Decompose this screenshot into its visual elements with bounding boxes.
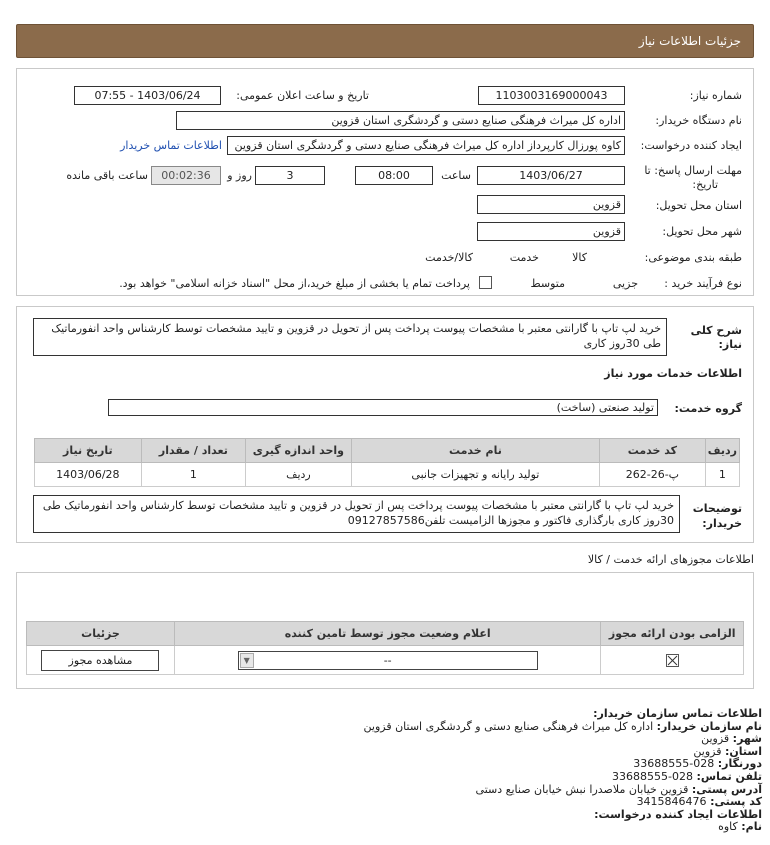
need-number-label: شماره نیاز: [689,89,742,102]
deadline-label: مهلت ارسال پاسخ: تا [644,164,742,177]
buyer-notes-text: خرید لپ تاپ با گارانتی معتبر با مشخصات پیوست پرداخت پس از تحویل در قزوین و تایید مشخصات توسط کارشناس واحد انفورماتیک طی 30روز کاری بارگذاری فاکتور و مجوزها الزامیست تلفن09127857586 [33,495,680,533]
col-quantity: تعداد / مقدار [141,439,245,463]
buyer-org-label: نام دستگاه خریدار: [655,114,742,127]
col-service-name: نام خدمت [351,439,599,463]
buyer-contact-section [22,708,762,834]
page-title: جزئیات اطلاعات نیاز [638,34,741,48]
col-permit-status: اعلام وضعیت مجوز توسط تامین کننده [174,622,601,646]
cell-permit-status [174,646,601,675]
cell-row: 1 [705,463,739,487]
cell-need-date: 1403/06/28 [35,463,142,487]
postal-code-value: 3415846476 [636,795,707,809]
postal-code-label: کد پستی: [710,795,762,809]
permit-status-select[interactable] [238,651,538,670]
deadline-time-label: ساعت [441,169,471,182]
permits-section-title: اطلاعات مجوزهای ارائه خدمت / کالا [587,553,754,566]
services-table-header [35,439,740,463]
services-section-title: اطلاعات خدمات مورد نیاز [604,367,742,380]
days-label: روز و [227,169,252,182]
view-permit-button[interactable]: مشاهده مجوز [41,650,159,671]
cell-service-code: پ-26-262 [600,463,706,487]
cell-quantity: 1 [141,463,245,487]
contact-city-label: شهر: [732,732,762,746]
address-label: آدرس پستی: [691,782,762,796]
requester-field: کاوه پورزال کارپرداز اداره کل میراث فرهنگی صنایع دستی و گردشگری استان قزوین [227,136,625,155]
days-remaining-field: 3 [255,166,325,185]
creator-name-value: کاوه [718,820,738,834]
contact-title: اطلاعات تماس سازمان خریدار: [593,707,762,720]
permits-table [26,621,744,675]
process-medium-label: متوسط [530,277,565,290]
need-number-field: 1103003169000043 [478,86,625,105]
address-value: قزوین خیابان ملاصدرا نبش خیابان صنایع دستی [475,782,689,796]
cell-permit-details [27,646,175,675]
col-need-date: تاریخ نیاز [35,439,142,463]
cell-permit-required [601,646,744,675]
deadline-date-label: تاریخ: [692,178,718,191]
category-service-label: خدمت [509,251,539,264]
contact-province-label: استان: [725,744,762,758]
permit-status-value: -- [383,653,392,667]
permits-table-header [27,622,744,646]
col-permit-required: الزامی بودن ارائه مجوز [601,622,744,646]
deadline-date-field: 1403/06/27 [477,166,625,185]
requester-label: ایجاد کننده درخواست: [640,139,742,152]
delivery-city-label: شهر محل تحویل: [662,225,742,238]
summary-label: شرح کلی [690,324,742,337]
summary-text: خرید لپ تاپ با گارانتی معتبر با مشخصات پیوست پرداخت پس از تحویل در قزوین و تایید مشخصات توسط کارشناس واحد انفورماتیک طی 30روز کاری [33,318,667,356]
fax-label: دورنگار: [717,757,762,771]
phone-label: تلفن تماس: [696,769,762,783]
page-header [16,24,754,58]
table-row [35,463,740,487]
process-type-label: نوع فرآیند خرید : [664,277,742,290]
fax-value: 028-33688555 [633,757,715,771]
table-row [27,646,744,675]
remaining-time-label: ساعت باقی مانده [66,169,148,182]
org-name-label: نام سازمان خریدار: [656,719,762,733]
col-row: ردیف [705,439,739,463]
service-group-field: تولید صنعتی (ساخت) [108,399,658,416]
creator-title: اطلاعات ایجاد کننده درخواست: [594,807,762,821]
cell-unit: ردیف [246,463,352,487]
col-service-code: کد خدمت [600,439,706,463]
buyer-contact-link[interactable]: اطلاعات تماس خریدار [120,139,222,152]
category-goods-label: کالا [572,251,587,264]
category-goods-service-label: کالا/خدمت [425,251,473,264]
process-minor-label: جزیی [612,277,638,290]
announce-date-label: تاریخ و ساعت اعلان عمومی: [236,89,369,102]
summary-label-2: نیاز: [718,338,742,351]
services-table [34,438,740,487]
chevron-down-icon[interactable]: ▼ [240,653,254,668]
service-group-label: گروه خدمت: [674,402,742,415]
buyer-notes-label: توضیحات [692,502,742,515]
col-unit: واحد اندازه گیری [246,439,352,463]
announce-date-field: 1403/06/24 - 07:55 [74,86,221,105]
buyer-notes-label-2: خریدار: [702,517,742,530]
remaining-time-field: 00:02:36 [151,166,221,185]
cell-service-name: تولید رایانه و تجهیزات جانبی [351,463,599,487]
x-icon [667,655,678,666]
org-name-value: اداره کل میراث فرهنگی صنایع دستی و گردشگری استان قزوین [363,719,654,733]
permit-required-checkbox [666,654,679,667]
phone-value: 028-33688555 [612,769,694,783]
category-label: طبقه بندی موضوعی: [644,251,742,264]
delivery-province-label: استان محل تحویل: [655,199,742,212]
creator-name-label: نام: [741,820,762,834]
delivery-city-field: قزوین [477,222,625,241]
deadline-time-field: 08:00 [355,166,433,185]
treasury-payment-checkbox[interactable] [479,276,492,289]
buyer-org-field: اداره کل میراث فرهنگی صنایع دستی و گردشگری استان قزوین [176,111,625,130]
treasury-payment-text: پرداخت تمام یا بخشی از مبلغ خرید،از محل "اسناد خزانه اسلامی" خواهد بود. [119,277,470,290]
delivery-province-field: قزوین [477,195,625,214]
col-permit-details: جزئیات [27,622,175,646]
contact-province-value: قزوین [693,744,722,758]
contact-city-value: قزوین [701,732,730,746]
